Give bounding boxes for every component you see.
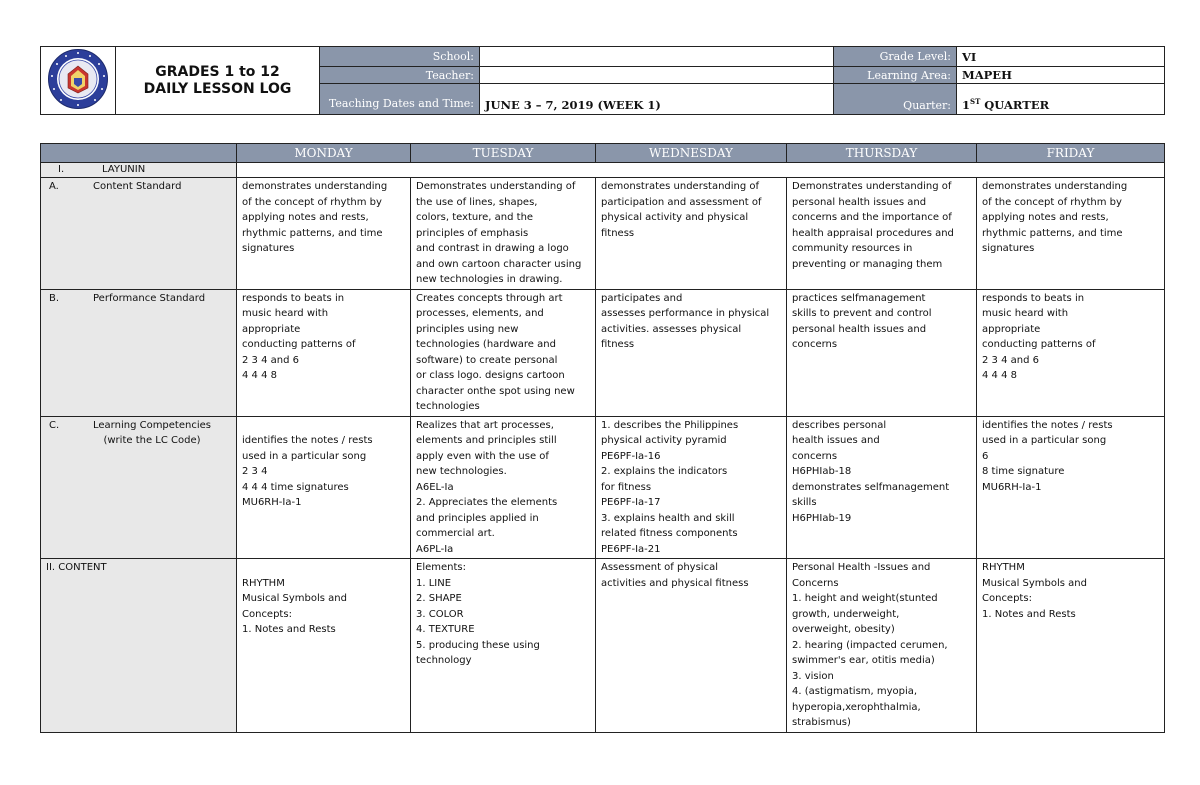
layunin-text: LAYUNIN [102,164,146,175]
header-table [40,46,1165,115]
school-value[interactable] [480,47,834,67]
day-monday: MONDAY [237,144,411,163]
grade-level-value[interactable]: VI [957,47,1165,67]
learning-competencies-wednesday: 1. describes the Philippines physical activity pyramid PE6PF-Ia-16 2. explains the indicators for fitness PE6PF-Ia-17 3. explains health and skill related fitness components PE6PF-Ia-21 [596,416,787,559]
title-line2: DAILY LESSON LOG [143,80,292,97]
logo-cell [41,47,116,115]
performance-standard-monday: responds to beats in music heard with appropriate conducting patterns of 2 3 4 and 6 4 4 4 8 [237,289,411,416]
content-monday: RHYTHM Musical Symbols and Concepts: 1. Notes and Rests [237,559,411,733]
quarter-suffix: ST [970,97,981,107]
quarter-number: 1 [962,98,971,112]
deped-seal-icon [47,48,109,110]
learning-area-value[interactable]: MAPEH [957,67,1165,84]
layunin-number: I. [58,164,65,175]
content-standard-monday: demonstrates understanding of the concept of rhythm by applying notes and rests, rhythmic patterns, and time signatures [237,178,411,290]
quarter-text: QUARTER [980,98,1050,112]
performance-standard-wednesday: participates and assesses performance in physical activities. assesses physical fitness [596,289,787,416]
learning-competencies-text: Learning Competencies (write the LC Code) [93,419,211,446]
content-standard-thursday: Demonstrates understanding of personal health issues and concerns and the importance of health appraisal procedures and community resources in preventing or managing them [787,178,977,290]
performance-standard-number: B. [49,292,60,304]
day-wednesday: WEDNESDAY [596,144,787,163]
performance-standard-label [41,289,237,416]
corner-cell [41,144,237,163]
content-row [41,559,1165,733]
title-cell [116,47,320,115]
content-standard-friday: demonstrates understanding of the concept of rhythm by applying notes and rests, rhythmic patterns, and time signatures [977,178,1165,290]
layunin-span [237,163,1165,178]
teacher-label: Teacher: [320,67,480,84]
learning-area-label: Learning Area: [834,67,957,84]
content-friday: RHYTHM Musical Symbols and Concepts: 1. Notes and Rests [977,559,1165,733]
learning-competencies-number: C. [49,419,60,431]
performance-standard-text: Performance Standard [93,292,206,304]
learning-competencies-friday: identifies the notes / rests used in a particular song 6 8 time signature MU6RH-Ia-1 [977,416,1165,559]
learning-competencies-monday: identifies the notes / rests used in a particular song 2 3 4 4 4 4 time signatures MU6RH-Ia-1 [237,416,411,559]
teacher-value[interactable] [480,67,834,84]
school-label: School: [320,47,480,67]
content-thursday: Personal Health -Issues and Concerns 1. height and weight(stunted growth, underweight, overweight, obesity) 2. hearing (impacted cerumen, swimmer's ear, otitis media) 3. vision 4. (astigmatism, myopia, hyperopia,xerophthalmia, strabismus) [787,559,977,733]
content-wednesday: Assessment of physical activities and physical fitness [596,559,787,733]
day-thursday: THURSDAY [787,144,977,163]
content-tuesday: Elements: 1. LINE 2. SHAPE 3. COLOR 4. TEXTURE 5. producing these using technology [411,559,596,733]
lesson-table [40,143,1165,733]
content-standard-wednesday: demonstrates understanding of participation and assessment of physical activity and physical fitness [596,178,787,290]
content-standard-number: A. [49,181,59,192]
learning-competencies-row [41,416,1165,559]
layunin-label [41,163,237,178]
teaching-dates-label: Teaching Dates and Time: [320,84,480,115]
performance-standard-row [41,289,1165,416]
quarter-value[interactable] [957,84,1165,115]
day-tuesday: TUESDAY [411,144,596,163]
content-standard-tuesday: Demonstrates understanding of the use of lines, shapes, colors, texture, and the principles of emphasis and contrast in drawing a logo and own cartoon character using new technologies in drawing. [411,178,596,290]
title-line1: GRADES 1 to 12 [155,63,280,80]
performance-standard-thursday: practices selfmanagement skills to prevent and control personal health issues and concerns [787,289,977,416]
learning-competencies-tuesday: Realizes that art processes, elements and principles still apply even with the use of new technologies. A6EL-Ia 2. Appreciates the elements and principles applied in commercial art. A6PL-Ia [411,416,596,559]
learning-competencies-label [41,416,237,559]
teaching-dates-value[interactable]: JUNE 3 – 7, 2019 (WEEK 1) [480,84,834,115]
quarter-label: Quarter: [834,84,957,115]
days-header-row [41,144,1165,163]
content-standard-text: Content Standard [93,181,182,192]
content-standard-row [41,178,1165,290]
layunin-row [41,163,1165,178]
performance-standard-tuesday: Creates concepts through art processes, elements, and principles using new technologies (hardware and software) to create personal or class logo. designs cartoon character onthe spot using new technologies [411,289,596,416]
grade-level-label: Grade Level: [834,47,957,67]
performance-standard-friday: responds to beats in music heard with appropriate conducting patterns of 2 3 4 and 6 4 4 4 8 [977,289,1165,416]
content-label: II. CONTENT [41,559,237,733]
content-standard-label [41,178,237,290]
learning-competencies-thursday: describes personal health issues and concerns H6PHIab-18 demonstrates selfmanagement skills H6PHIab-19 [787,416,977,559]
day-friday: FRIDAY [977,144,1165,163]
